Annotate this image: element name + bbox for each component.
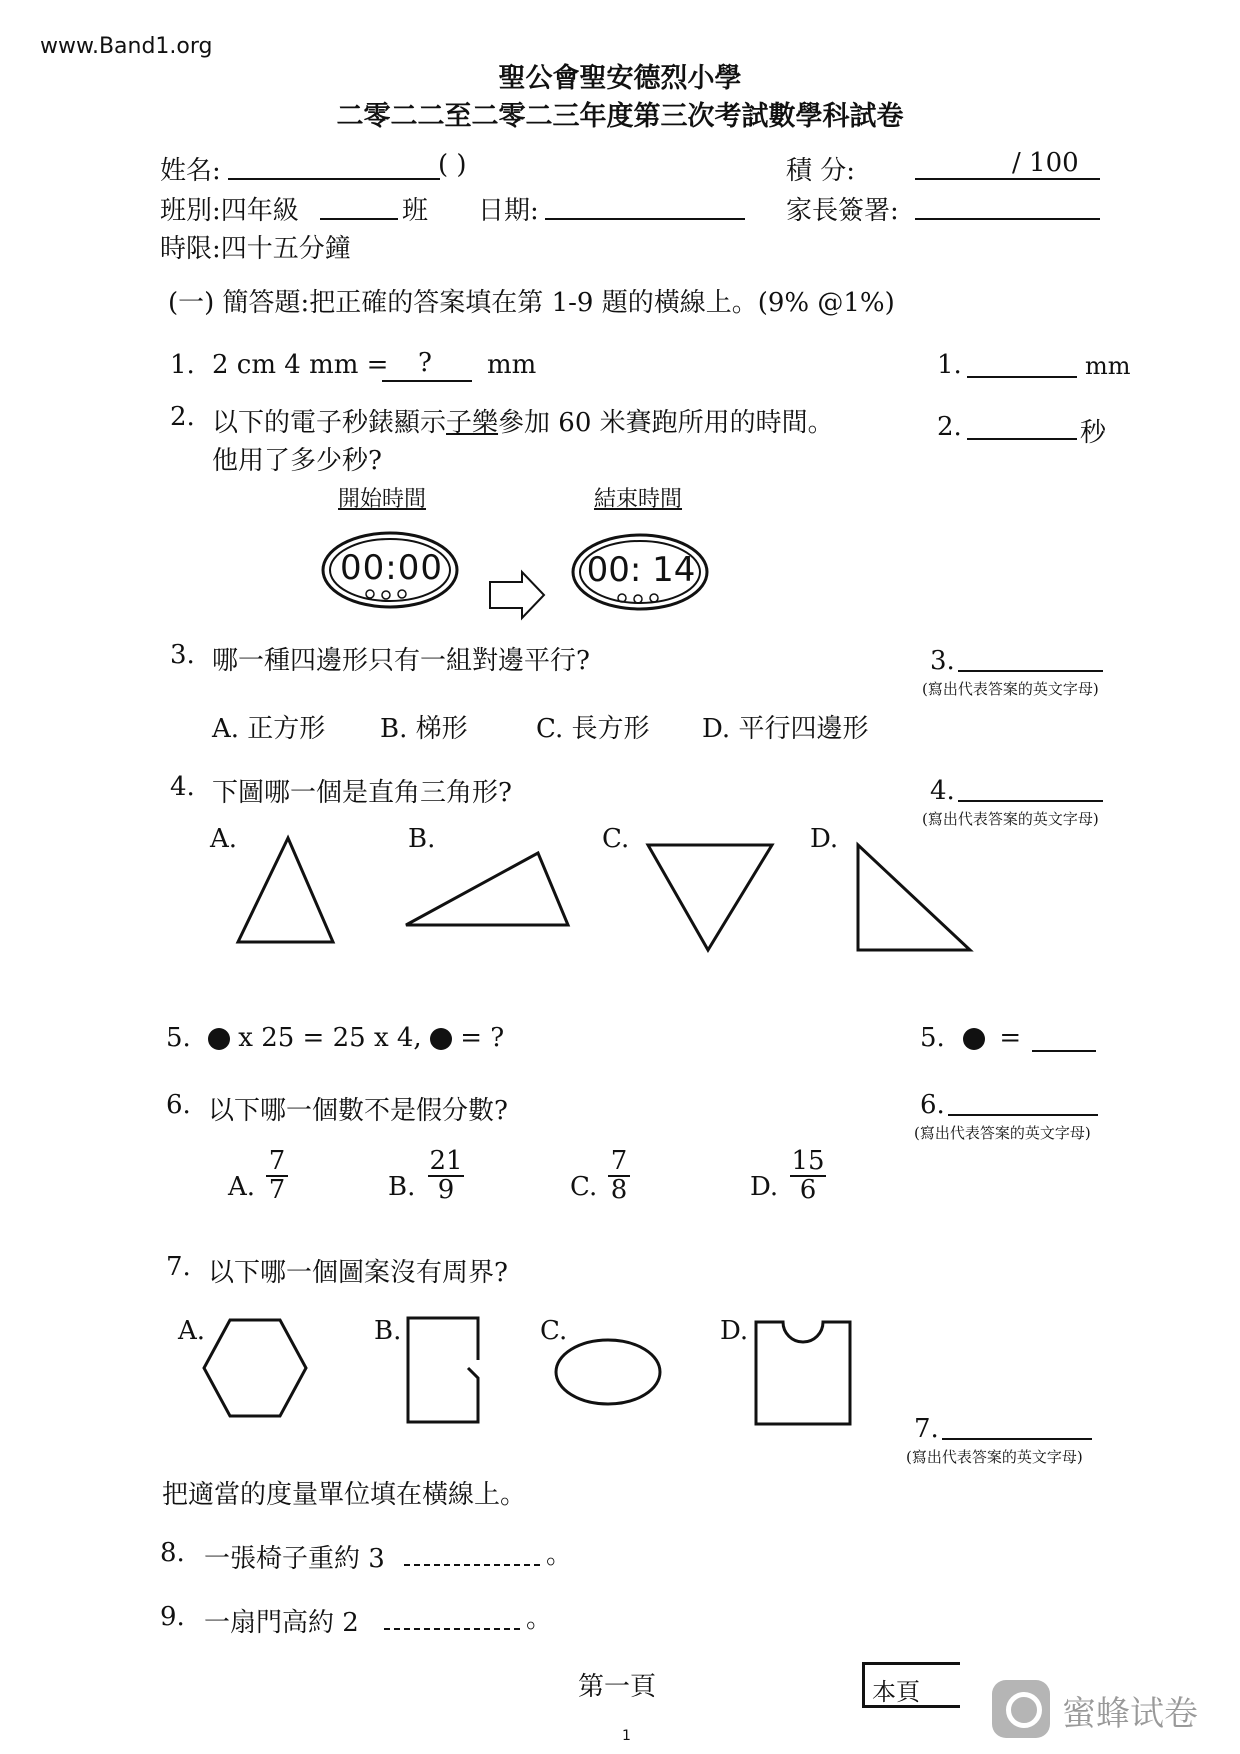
- q3-answer-number: 3.: [930, 646, 955, 676]
- q4-answer-number: 4.: [930, 776, 955, 806]
- q6-fraction-a: 7 7: [266, 1148, 288, 1205]
- q7-open-rectangle: [408, 1318, 478, 1422]
- q5-number: 5.: [166, 1023, 191, 1053]
- q4-label-d: D.: [810, 824, 839, 854]
- q1-number: 1.: [170, 350, 195, 380]
- q6-number: 6.: [166, 1090, 191, 1120]
- units-instruction: 把適當的度量單位填在橫線上。: [162, 1480, 527, 1510]
- q6-option-b-label: B.: [388, 1172, 416, 1202]
- q7-label-b: B.: [374, 1316, 402, 1346]
- class-label: 班別:四年級: [160, 196, 299, 226]
- q3-option-b: B. 梯形: [380, 714, 468, 744]
- q3-answer-hint: (寫出代表答案的英文字母): [922, 680, 1099, 698]
- date-label: 日期:: [478, 196, 539, 226]
- q5-answer: 5. =: [920, 1023, 1022, 1053]
- q6-option-d-label: D.: [750, 1172, 779, 1202]
- q7-number: 7.: [166, 1252, 191, 1282]
- time-limit: 時限:四十五分鐘: [160, 234, 351, 264]
- q9-end: 。: [526, 1604, 553, 1634]
- page-label: 第一頁: [578, 1672, 657, 1702]
- q7-hexagon: [204, 1320, 306, 1416]
- q6-answer-hint: (寫出代表答案的英文字母): [914, 1124, 1091, 1142]
- q7-answer-hint: (寫出代表答案的英文字母): [906, 1448, 1083, 1466]
- q6-fraction-b: 21 9: [429, 1146, 463, 1206]
- q6-option-a-label: A.: [228, 1172, 256, 1202]
- q7-label-c: C.: [540, 1316, 568, 1346]
- watermark-text: 蜜蜂试卷: [1062, 1694, 1198, 1734]
- q2-number: 2.: [170, 402, 195, 432]
- q9-answer-line[interactable]: [384, 1628, 520, 1630]
- score-total: / 100: [1012, 148, 1079, 178]
- q7-label-a: A.: [178, 1316, 206, 1346]
- end-time-label: 結束時間: [594, 487, 683, 512]
- q4-label-c: C.: [602, 824, 630, 854]
- q1-text: 2 cm 4 mm =: [212, 350, 389, 380]
- name-label: 姓名:: [160, 156, 221, 186]
- watermark-logo-icon: [992, 1680, 1050, 1738]
- q2-name: 子樂: [446, 408, 499, 438]
- q4-number: 4.: [170, 772, 195, 802]
- q5-expression: x 25 = 25 x 4, = ?: [208, 1023, 504, 1053]
- q7-text: 以下哪一個圖案沒有周界?: [208, 1258, 508, 1288]
- end-time-display: 00: 14: [586, 550, 696, 590]
- start-time-display: 00:00: [340, 548, 443, 588]
- q8-text: 一張椅子重約 3: [204, 1544, 385, 1574]
- q1-answer-unit: mm: [1085, 352, 1131, 380]
- q3-number: 3.: [170, 640, 195, 670]
- q9-number: 9.: [160, 1602, 185, 1632]
- page-number: 1: [622, 1728, 631, 1744]
- q7-notched-square: [756, 1322, 850, 1424]
- q1-blank: ?: [418, 348, 432, 378]
- name-class-number: ( ): [438, 150, 467, 180]
- school-name: 聖公會聖安德烈小學: [498, 63, 742, 94]
- q8-end: 。: [546, 1540, 573, 1570]
- q4-label-a: A.: [210, 824, 238, 854]
- q6-option-c-label: C.: [570, 1172, 598, 1202]
- q1-answer-number: 1.: [937, 350, 962, 380]
- q6-text: 以下哪一個數不是假分數?: [208, 1096, 508, 1126]
- q8-answer-line[interactable]: [404, 1564, 540, 1566]
- q3-option-d: D. 平行四邊形: [702, 714, 869, 744]
- this-page-label: 本頁: [872, 1678, 920, 1706]
- q3-option-c: C. 長方形: [536, 714, 650, 744]
- q4-text: 下圖哪一個是直角三角形?: [212, 778, 512, 808]
- q6-answer-number: 6.: [920, 1090, 945, 1120]
- q2-answer-number: 2.: [937, 412, 962, 442]
- q4-answer-hint: (寫出代表答案的英文字母): [922, 810, 1099, 828]
- section1-instruction: (一) 簡答題:把正確的答案填在第 1-9 題的橫線上。(9% @1%): [168, 288, 895, 318]
- q7-answer-number: 7.: [914, 1414, 939, 1444]
- q6-fraction-d: 15 6: [791, 1146, 825, 1206]
- exam-title: 二零二二至二零二三年度第三次考試數學科試卷: [336, 101, 904, 132]
- class-suffix: 班: [402, 196, 429, 226]
- q4-label-b: B.: [408, 824, 436, 854]
- website-label: www.Band1.org: [40, 34, 213, 59]
- q7-ellipse: [556, 1340, 660, 1404]
- score-label: 積 分:: [786, 156, 856, 186]
- q2-line1: 以下的電子秒錶顯示子樂參加 60 米賽跑所用的時間。: [212, 408, 834, 438]
- q7-label-d: D.: [720, 1316, 749, 1346]
- signature-label: 家長簽署:: [786, 196, 899, 226]
- q6-fraction-c: 7 8: [608, 1148, 630, 1205]
- q8-number: 8.: [160, 1538, 185, 1568]
- start-time-label: 開始時間: [338, 487, 427, 512]
- q7-answer-line[interactable]: [942, 1438, 1092, 1440]
- q2-answer-unit: 秒: [1080, 418, 1107, 448]
- q2-line2: 他用了多少秒?: [212, 446, 382, 476]
- q3-text: 哪一種四邊形只有一組對邊平行?: [212, 646, 590, 676]
- q1-unit: mm: [487, 350, 537, 380]
- q3-option-a: A. 正方形: [212, 714, 326, 744]
- q9-text: 一扇門高約 2: [204, 1608, 359, 1638]
